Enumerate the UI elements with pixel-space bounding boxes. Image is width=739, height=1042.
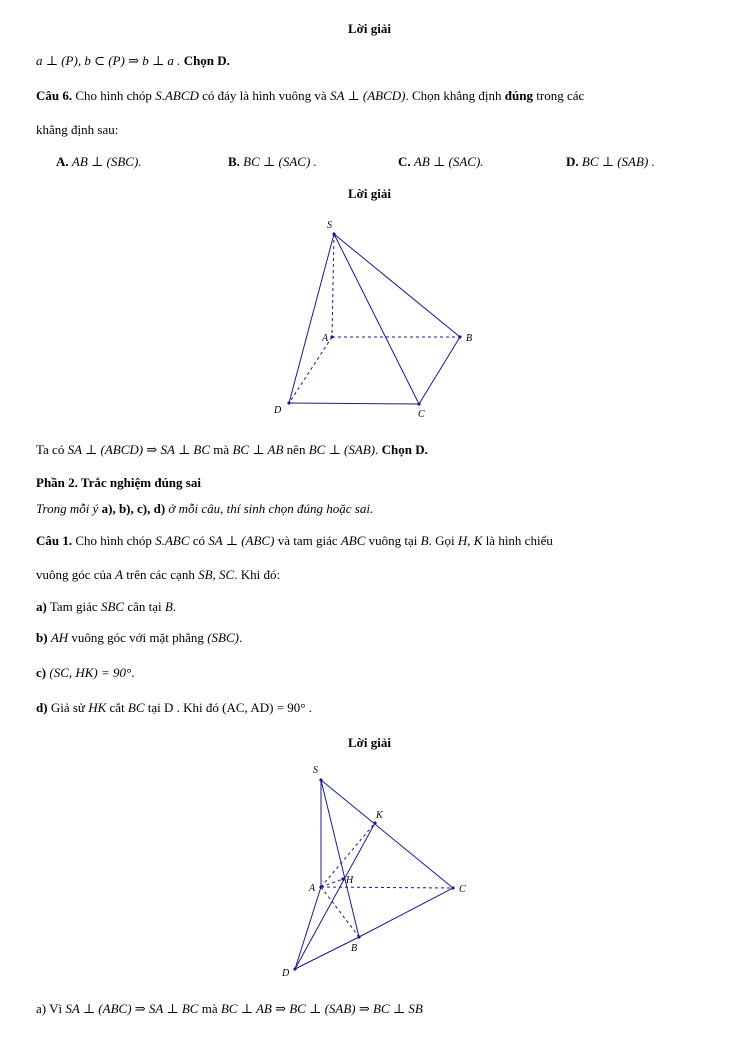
option-a [56,153,142,171]
text: tại D . Khi đó (AC, AD) = 90° . [144,700,312,715]
option-b [228,153,317,171]
text: mà [210,442,233,457]
point-H [341,877,344,880]
text: trong các [533,88,585,103]
math: BC ⊥ (SAB) [308,442,376,457]
line-DK [295,823,375,969]
edge-SD [289,234,334,403]
text: có [189,533,209,548]
text: là hình chiếu [482,533,553,548]
label-C: C [459,884,466,895]
point-C [417,402,420,405]
point-K [373,821,376,824]
edge-AD-hidden [289,337,332,403]
point-S [319,778,322,781]
text: . Khi đó: [234,567,281,582]
math: SA ⊥ (ABC) ⇒ SA ⊥ BC [65,1001,199,1016]
text: . Chọn khẳng định [405,88,505,103]
label-K: K [376,810,383,821]
statement-a [36,598,715,616]
line-AC-hidden [321,887,453,888]
point-D [293,967,296,970]
option-value: AB ⊥ (SAC). [413,154,484,169]
math: SA ⊥ (ABC) [208,533,275,548]
statement-c [36,664,715,682]
label-D: D [274,405,282,416]
math: BC ⊥ AB [232,442,284,457]
text: vuông góc với mặt phẳng [68,630,208,645]
text: ở mỗi câu, thí sinh chọn đúng hoặc sai. [165,501,374,516]
keys: a), b), c), d) [101,501,166,516]
text: . [238,630,243,645]
text: và tam giác [274,533,341,548]
text: . [172,599,177,614]
label-D: D [282,968,290,979]
text: . [131,665,135,680]
text: . [375,442,379,457]
solution-heading: Lời giải [348,21,391,36]
edge-SB [334,234,460,337]
statement-key: a) [36,599,47,614]
math: SA ⊥ (ABCD) [329,88,406,103]
edge-SC [334,234,419,404]
math: ABC [340,533,366,548]
point-B [357,935,360,938]
question-label: Câu 6. [36,88,73,103]
text: Tam giác [46,599,101,614]
line-DB [295,937,359,969]
answer-line [36,52,715,70]
math: SBC [100,599,125,614]
option-value: BC ⊥ (SAC) . [243,154,317,169]
text: . Gọi [428,533,458,548]
math: (SBC) [207,630,239,645]
text: cắt [106,700,128,715]
math: SB, SC [198,567,235,582]
edge-DC [289,403,419,404]
pyramid-figure-2 [270,760,490,980]
label-S: S [327,220,332,231]
text: mà [198,1001,221,1016]
statement-b [36,629,715,647]
text: Giả sử [47,700,89,715]
point-S [332,232,335,235]
text: a) Vì [36,1001,66,1016]
math: AH [50,630,69,645]
label-A: A [322,333,329,344]
part-2-title: Phần 2. Trắc nghiệm đúng sai [36,475,201,490]
statement-key: c) [36,665,47,680]
edge-BC [359,888,453,937]
answer-choice: Chọn D. [378,442,428,457]
question-1-stem [36,532,715,550]
text: cân tại [124,599,165,614]
option-key: C. [398,154,411,169]
edge-SB [321,780,359,937]
question-1-stem-line2 [36,566,715,584]
label-B: B [466,333,473,344]
text: có đáy là hình vuông và [198,88,330,103]
text: Cho hình chóp [75,88,156,103]
solution-1a [36,1000,715,1018]
point-D [287,401,290,404]
text: trên các cạnh [123,567,199,582]
question-label: Câu 1. [36,533,73,548]
label-C: C [418,409,425,420]
text: Cho hình chóp [72,533,156,548]
point-A [330,335,333,338]
statement-key: b) [36,630,48,645]
label-H: H [346,875,354,886]
statement-key: d) [36,700,48,715]
math: BC ⊥ AB ⇒ BC ⊥ (SAB) ⇒ BC ⊥ SB [220,1001,423,1016]
text: vuông tại [365,533,421,548]
label-A: A [309,883,316,894]
solution-6 [36,441,715,459]
math: BC [127,700,145,715]
option-d [566,153,655,171]
statement-d [36,699,715,717]
text: nên [283,442,309,457]
option-key: B. [228,154,240,169]
question-6-stem [36,87,715,105]
pyramid-figure-1 [260,215,500,425]
math: B [164,599,173,614]
bold-word: đúng [504,88,533,103]
text: vuông góc của [36,567,116,582]
edge-SA-hidden [332,234,334,337]
math-expression: a ⊥ (P), b ⊂ (P) ⇒ b ⊥ a . [36,53,181,68]
solution-heading-2: Lời giải [348,186,391,201]
question-6-stem-line2: khẳng định sau: [36,122,119,137]
math: S.ABCD [155,88,199,103]
math: H, K [457,533,483,548]
part-2-instructions [36,500,715,518]
math: SA ⊥ (ABCD) ⇒ SA ⊥ BC [67,442,211,457]
label-B: B [351,943,358,954]
text: Ta có [36,442,68,457]
math: A [115,567,124,582]
option-value: AB ⊥ (SBC). [71,154,142,169]
math: (SC, HK) = 90° [49,665,132,680]
point-C [451,886,454,889]
math: HK [88,700,107,715]
edge-SC [321,780,453,888]
option-key: A. [56,154,69,169]
math: S.ABC [155,533,190,548]
answer-choice: Chọn D. [183,53,230,68]
line-AH-hidden [321,879,343,887]
point-B [458,335,461,338]
edge-CB [419,337,460,404]
math: B [420,533,429,548]
point-A [319,885,322,888]
option-key: D. [566,154,579,169]
option-c [398,153,484,171]
solution-heading-3: Lời giải [348,735,391,750]
option-value: BC ⊥ (SAB) . [581,154,655,169]
label-S: S [313,765,318,776]
text: Trong mỗi ý [36,501,102,516]
